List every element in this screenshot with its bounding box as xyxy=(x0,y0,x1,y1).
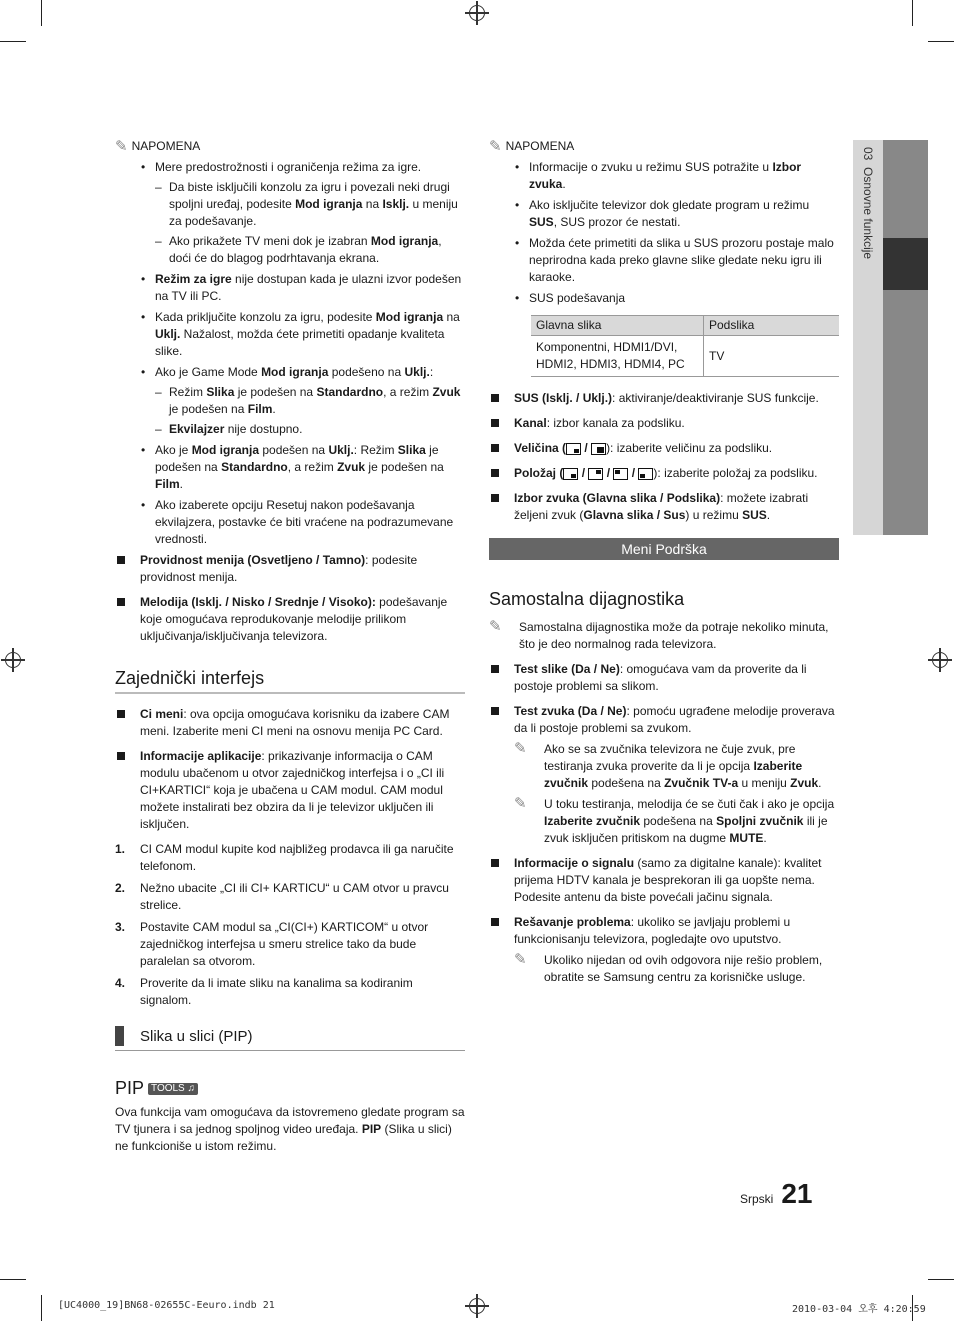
emphasis-text: Mod igranja xyxy=(295,197,363,211)
emphasis-text: Glavna slika / Sus xyxy=(583,508,686,522)
menu-section-bar: Meni Podrška xyxy=(489,538,839,560)
pencil-note-icon: ✎ xyxy=(514,795,527,812)
page-number: 21 xyxy=(781,1178,813,1209)
note-item: ✎ Samostalna dijagnostika može da potraje nekoliko minuta, što je deo normalnog rada televizora. xyxy=(489,618,829,651)
crop-mark xyxy=(928,1279,954,1280)
emphasis-text: Izbor zvuka (Glavna slika / Podslika) xyxy=(514,491,721,505)
emphasis-text: Slika xyxy=(397,443,426,457)
pip-position-bottom-left-icon xyxy=(638,468,653,480)
emphasis-text: Isklj. xyxy=(382,197,410,211)
menu-option: Izbor zvuka (Glavna slika / Podslika): možete izabrati željeni zvuk (Glavna slika / Sus) u režimu SUS. xyxy=(489,490,839,524)
emphasis-text: Mod igranja xyxy=(261,365,329,379)
menu-option: Kanal: izbor kanala za podsliku. xyxy=(489,415,839,432)
note-item: ✎ Ako se sa zvučnika televizora ne čuje zvuk, pre testiranja zvuka proverite da li je opcija Izaberite zvučnik podešena na Zvučnik TV-a u meniju Zvuk. xyxy=(514,740,822,790)
dash-item: – Ako prikažete TV meni dok je izabran Mod igranja, doći će do blagog podrhtavanja ekrana. xyxy=(155,233,465,267)
steps-list xyxy=(115,841,465,1009)
right-column xyxy=(489,138,839,994)
chapter-label: 03 Osnovne funkcije xyxy=(861,147,875,260)
step-item: 4. Proverite da li imate sliku na kanalima sa kodiranim signalom. xyxy=(115,976,413,1007)
menu-option: Položaj ( / / / ): izaberite položaj za podsliku. xyxy=(489,465,839,482)
menu-option: Ci meni: ova opcija omogućava korisniku da izabere CAM meni. Izaberite meni CI meni na osnovu menija PC Card. xyxy=(115,706,465,740)
pip-heading: PIP TOOLS ♫ xyxy=(115,1077,465,1099)
emphasis-text: Izbor zvuka xyxy=(529,160,802,191)
menu-option: SUS (Isklj. / Uklj.): aktiviranje/deaktiviranje SUS funkcije. xyxy=(489,390,839,407)
menu-option: Test slike (Da / Ne): omogućava vam da proverite da li postoje problemi sa slikom. xyxy=(489,661,839,695)
sus-table xyxy=(531,315,839,377)
emphasis-text: Uklj. xyxy=(155,327,181,341)
subsection-bar xyxy=(115,1026,124,1046)
step-item: 3. Postavite CAM modul sa „CI(CI+) KARTICOM“ u otvor zajedničkog interfejsa u smeru strelice tako da bude paralelan sa otvorom. xyxy=(115,920,429,968)
pip-size-small-icon xyxy=(566,443,581,455)
emphasis-text: Izaberite zvučnik xyxy=(544,814,641,828)
menu-option: Informacije o signalu (samo za digitalne kanale): kvalitet prijema HDTV kanala je besprekoran ili ga uopšte nema. Podesite antenu da biste povećali jačinu signala. xyxy=(489,855,839,906)
side-tab-strip xyxy=(883,140,928,535)
pip-size-large-icon xyxy=(591,443,606,455)
language-label: Srpski xyxy=(740,1192,774,1206)
emphasis-text: Spoljni zvučnik xyxy=(716,814,804,828)
pencil-note-icon: ✎ xyxy=(489,618,502,635)
registration-mark-icon xyxy=(932,652,948,668)
pip-description: Ova funkcija vam omogućava da istovremeno gledate program sa TV tjunera i sa jednog spoljnog video uređaja. PIP (Slika u slici) ne funkcioniše u istom režimu. xyxy=(115,1105,465,1153)
pip-position-bottom-right-icon xyxy=(563,468,578,480)
dash-list xyxy=(155,384,465,438)
left-column xyxy=(115,138,465,1155)
note-item: • Kada priključite konzolu za igru, podesite Mod igranja na Uklj. Nažalost, možda ćete primetiti opadanje kvaliteta slike. xyxy=(141,309,465,360)
emphasis-text: Informacije aplikacije xyxy=(140,749,262,763)
crop-mark xyxy=(41,0,42,26)
menu-option: Melodija (Isklj. / Nisko / Srednje / Visoko): podešavanje koje omogućava reprodukovanje melodije prilikom uključivanja/isključivanja televizora. xyxy=(115,594,465,645)
step-item: 2. Nežno ubacite „CI ili CI+ KARTICU“ u CAM otvor u pravcu strelice. xyxy=(115,881,449,912)
emphasis-text: Zvuk xyxy=(337,460,366,474)
dash-item: – Režim Slika je podešen na Standardno, a režim Zvuk je podešen na Film. xyxy=(155,384,465,418)
note-item: • Možda ćete primetiti da slika u SUS prozoru postaje malo neprirodna kada preko glavne slike gledate neku igru ili karaoke. xyxy=(515,235,839,286)
dash-item: – Ekvilajzer nije dostupno. xyxy=(155,421,465,438)
table-header: Podslika xyxy=(704,316,840,336)
emphasis-text: Informacije o signalu xyxy=(514,856,635,870)
registration-mark-icon xyxy=(5,652,21,668)
emphasis-text: Film xyxy=(155,477,180,491)
emphasis-text: Režim za igre xyxy=(155,272,232,286)
subsection-heading xyxy=(115,1026,465,1051)
emphasis-text: MUTE xyxy=(729,831,764,845)
crop-mark xyxy=(912,0,913,26)
note-item: • Mere predostrožnosti i ograničenja režima za igre. – Da biste isključili konzolu za igru i povezali neki drugi spoljni uređaj, podesite Mod igranja na Isklj. u meniju za podešavanje. – Ako prikažete TV meni dok je izabran Mod igranja, doći će do blagog podrhtavanja ekrana. xyxy=(141,159,465,267)
tools-icon: ♫ xyxy=(187,1083,196,1095)
emphasis-text: Uklj. xyxy=(404,365,430,379)
emphasis-text: Ci meni xyxy=(140,707,184,721)
emphasis-text: Mod igranja xyxy=(370,234,439,248)
menu-option: Informacije aplikacije: prikazivanje informacija o CAM modulu ubačenom u otvor zajedničkog interfejsa i o „CI ili CI+KARTICI“ koja je ubačena u CAM modul. CAM modul možete instalirati bez obzira da li je televizor uključen ili isključen. xyxy=(115,748,465,833)
emphasis-text: Mod igranja xyxy=(191,443,260,457)
pencil-note-icon: ✎ xyxy=(514,740,527,757)
emphasis-text: Ekvilajzer xyxy=(169,422,225,436)
emphasis-text: Zvuk xyxy=(790,776,819,790)
note-item: ✎ Ukoliko nijedan od ovih odgovora nije rešio problem, obratite se Samsung centru za korisničke usluge. xyxy=(514,951,823,984)
subsection-title: Slika u slici (PIP) xyxy=(140,1027,253,1045)
section-title: Samostalna dijagnostika xyxy=(489,589,685,609)
emphasis-text: Film xyxy=(247,402,273,416)
emphasis-text: SUS xyxy=(742,508,767,522)
crop-mark xyxy=(0,1279,26,1280)
note-list xyxy=(515,159,839,307)
pencil-note-icon: ✎ xyxy=(115,137,128,155)
emphasis-text: SUS (Isklj. / Uklj.) xyxy=(514,391,613,405)
tools-badge: TOOLS ♫ xyxy=(148,1083,198,1095)
emphasis-text: Test zvuka (Da / Ne) xyxy=(514,704,627,718)
table-cell: Komponentni, HDMI1/DVI, HDMI2, HDMI3, HDMI4, PC xyxy=(531,336,704,377)
registration-mark-icon xyxy=(469,1298,485,1314)
pencil-note-icon: ✎ xyxy=(514,951,527,968)
emphasis-text: Kanal xyxy=(514,416,547,430)
side-tab-marker xyxy=(883,238,928,290)
menu-option: Test zvuka (Da / Ne): pomoću ugrađene melodije proverava da li postoje problemi sa zvukom. ✎ Ako se sa zvučnika televizora ne čuje zvuk, pre testiranja zvuka proverite da li je opcija Izaberite zvučnik podešena na Zvučnik TV-a u meniju Zvuk. ✎ U toku testiranja, melodija će se čuti čak i ako je opcija Izaberite zvučnik podešena na Spoljni zvučnik ili je zvuk isključen pritiskom na dugme MUTE. xyxy=(489,703,839,847)
emphasis-text: Zvučnik TV-a xyxy=(664,776,739,790)
note-list xyxy=(141,159,465,548)
emphasis-text: Zvuk xyxy=(432,385,461,399)
emphasis-text: PIP xyxy=(361,1122,382,1136)
note-item: ✎ U toku testiranja, melodija će se čuti čak i ako je opcija Izaberite zvučnik podešena na Spoljni zvučnik ili je zvuk isključen pritiskom na dugme MUTE. xyxy=(514,795,835,845)
emphasis-text: Melodija (Isklj. / Nisko / Srednje / Visoko): xyxy=(140,595,376,609)
table-header: Glavna slika xyxy=(531,316,704,336)
note-heading: ✎ NAPOMENA xyxy=(115,137,201,155)
crop-mark xyxy=(41,1295,42,1321)
crop-mark xyxy=(0,41,26,42)
emphasis-text: Standardno xyxy=(316,385,384,399)
dash-list xyxy=(155,179,465,267)
emphasis-text: SUS xyxy=(529,215,554,229)
emphasis-text: Rešavanje problema xyxy=(514,915,631,929)
print-slug-date: 2010-03-04 오후 4:20:59 xyxy=(792,1304,926,1315)
menu-option: Rešavanje problema: ukoliko se javljaju problemi u funkcionisanju televizora, pogledajte ovo uputstvo. ✎ Ukoliko nijedan od ovih odgovora nije rešio problem, obratite se Samsung centru za korisničke usluge. xyxy=(489,914,839,986)
note-heading: ✎ NAPOMENA xyxy=(489,137,575,155)
print-slug-file: [UC4000_19]BN68-02655C-Eeuro.indb 21 xyxy=(58,1300,275,1311)
emphasis-text: Providnost menija (Osvetljeno / Tamno) xyxy=(140,553,366,567)
table-cell: TV xyxy=(704,336,840,377)
menu-option: Veličina ( / ): izaberite veličinu za podsliku. xyxy=(489,440,839,457)
pip-position-top-right-icon xyxy=(588,468,603,480)
note-item: • Ako je Mod igranja podešen na Uklj.: Režim Slika je podešen na Standardno, a režim Zvuk je podešen na Film. xyxy=(141,442,465,493)
emphasis-text: Uklj. xyxy=(328,443,354,457)
note-item: • Ako je Game Mode Mod igranja podešeno na Uklj.: – Režim Slika je podešen na Standardno, a režim Zvuk je podešen na Film. – Ekvilajzer nije dostupno. xyxy=(141,364,465,438)
section-title: Zajednički interfejs xyxy=(115,667,465,694)
table-row xyxy=(531,336,839,377)
note-item: • Ako izaberete opciju Resetuj nakon podešavanja ekvilajzera, postavke će biti vraćene na podrazumevane vrednosti. xyxy=(141,497,465,548)
note-item: • Informacije o zvuku u režimu SUS potražite u Izbor zvuka. xyxy=(515,159,839,193)
emphasis-text: Slika xyxy=(206,385,235,399)
menu-option: Providnost menija (Osvetljeno / Tamno): podesite providnost menija. xyxy=(115,552,465,586)
pip-position-top-left-icon xyxy=(613,468,628,480)
registration-mark-icon xyxy=(469,5,485,21)
pencil-note-icon: ✎ xyxy=(489,137,502,155)
emphasis-text: Mod igranja xyxy=(375,310,444,324)
dash-item: – Da biste isključili konzolu za igru i povezali neki drugi spoljni uređaj, podesite Mod igranja na Isklj. u meniju za podešavanje. xyxy=(155,179,465,230)
emphasis-text: Izaberite zvučnik xyxy=(544,759,803,790)
note-item: • Ako isključite televizor dok gledate program u režimu SUS, SUS prozor će nestati. xyxy=(515,197,839,231)
note-item: • Režim za igre nije dostupan kada je ulazni izvor podešen na TV ili PC. xyxy=(141,271,465,305)
page-footer xyxy=(740,1178,813,1210)
emphasis-text: Standardno xyxy=(221,460,288,474)
step-item: 1. CI CAM modul kupite kod najbližeg prodavca ili ga naručite telefonom. xyxy=(115,842,454,873)
note-item: • SUS podešavanja xyxy=(515,290,839,307)
crop-mark xyxy=(928,41,954,42)
emphasis-text: Test slike (Da / Ne) xyxy=(514,662,620,676)
